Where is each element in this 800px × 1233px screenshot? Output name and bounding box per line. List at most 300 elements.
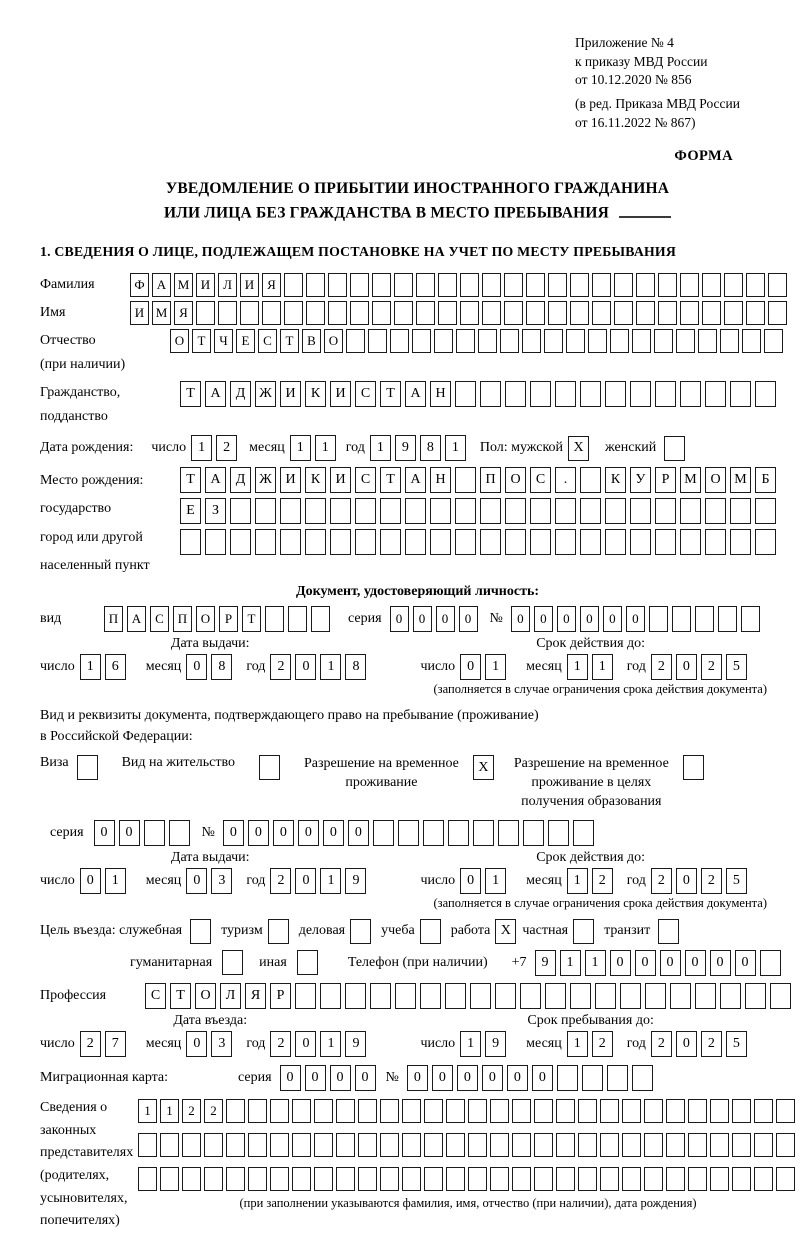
- char-cell[interactable]: [754, 1099, 773, 1123]
- char-cell[interactable]: [402, 1167, 421, 1191]
- char-cell[interactable]: 5: [726, 654, 747, 680]
- char-cell[interactable]: [445, 983, 466, 1009]
- char-cell[interactable]: 0: [735, 950, 756, 976]
- char-cell[interactable]: Е: [180, 498, 201, 524]
- char-cell[interactable]: Т: [242, 606, 261, 632]
- char-cell[interactable]: И: [330, 467, 351, 493]
- char-cell[interactable]: 1: [80, 654, 101, 680]
- char-cell[interactable]: Л: [220, 983, 241, 1009]
- char-cell[interactable]: 9: [535, 950, 556, 976]
- char-cell[interactable]: [468, 1133, 487, 1157]
- char-cell[interactable]: О: [324, 329, 343, 353]
- char-cell[interactable]: [644, 1167, 663, 1191]
- char-cell[interactable]: [614, 273, 633, 297]
- char-cell[interactable]: [505, 498, 526, 524]
- char-cell[interactable]: [455, 498, 476, 524]
- char-cell[interactable]: [655, 529, 676, 555]
- char-cell[interactable]: 5: [726, 1031, 747, 1057]
- char-cell[interactable]: 0: [186, 1031, 207, 1057]
- char-cell[interactable]: 1: [485, 654, 506, 680]
- char-cell[interactable]: [480, 498, 501, 524]
- char-cell[interactable]: 0: [507, 1065, 528, 1091]
- char-cell[interactable]: [630, 381, 651, 407]
- char-cell[interactable]: М: [152, 301, 171, 325]
- char-cell[interactable]: [270, 1167, 289, 1191]
- char-cell[interactable]: [248, 1099, 267, 1123]
- char-cell[interactable]: [695, 606, 714, 632]
- char-cell[interactable]: Т: [380, 381, 401, 407]
- char-cell[interactable]: И: [130, 301, 149, 325]
- char-cell[interactable]: [405, 529, 426, 555]
- char-cell[interactable]: [636, 301, 655, 325]
- char-cell[interactable]: [402, 1133, 421, 1157]
- char-cell[interactable]: [705, 381, 726, 407]
- checkbox-gender-male[interactable]: X: [568, 436, 589, 461]
- char-cell[interactable]: 2: [270, 654, 291, 680]
- char-cell[interactable]: [555, 529, 576, 555]
- char-cell[interactable]: 0: [223, 820, 244, 846]
- char-cell[interactable]: [138, 1167, 157, 1191]
- char-cell[interactable]: 1: [370, 435, 391, 461]
- char-cell[interactable]: [676, 329, 695, 353]
- char-cell[interactable]: [455, 529, 476, 555]
- char-cell[interactable]: 0: [330, 1065, 351, 1091]
- char-cell[interactable]: 0: [323, 820, 344, 846]
- char-cell[interactable]: [680, 498, 701, 524]
- char-cell[interactable]: [710, 1099, 729, 1123]
- char-cell[interactable]: [330, 498, 351, 524]
- char-cell[interactable]: [398, 820, 419, 846]
- char-cell[interactable]: [144, 820, 165, 846]
- char-cell[interactable]: [630, 529, 651, 555]
- char-cell[interactable]: [755, 381, 776, 407]
- char-cell[interactable]: 0: [676, 1031, 697, 1057]
- char-cell[interactable]: И: [240, 273, 259, 297]
- char-cell[interactable]: [284, 273, 303, 297]
- char-cell[interactable]: [605, 529, 626, 555]
- char-cell[interactable]: 0: [610, 950, 631, 976]
- char-cell[interactable]: 0: [580, 606, 599, 632]
- char-cell[interactable]: [460, 273, 479, 297]
- char-cell[interactable]: [610, 329, 629, 353]
- char-cell[interactable]: [350, 273, 369, 297]
- char-cell[interactable]: [776, 1167, 795, 1191]
- char-cell[interactable]: [390, 329, 409, 353]
- char-cell[interactable]: 1: [560, 950, 581, 976]
- char-cell[interactable]: [448, 820, 469, 846]
- checkbox-gender-female[interactable]: [664, 436, 685, 461]
- checkbox-temp-residence[interactable]: X: [473, 755, 494, 780]
- char-cell[interactable]: [544, 329, 563, 353]
- char-cell[interactable]: [710, 1133, 729, 1157]
- char-cell[interactable]: И: [330, 381, 351, 407]
- char-cell[interactable]: 2: [182, 1099, 201, 1123]
- char-cell[interactable]: 1: [160, 1099, 179, 1123]
- char-cell[interactable]: 0: [355, 1065, 376, 1091]
- checkbox-business[interactable]: [350, 919, 371, 944]
- char-cell[interactable]: 1: [460, 1031, 481, 1057]
- char-cell[interactable]: [670, 983, 691, 1009]
- char-cell[interactable]: [698, 329, 717, 353]
- char-cell[interactable]: С: [150, 606, 169, 632]
- char-cell[interactable]: [169, 820, 190, 846]
- char-cell[interactable]: [262, 301, 281, 325]
- char-cell[interactable]: 2: [270, 868, 291, 894]
- char-cell[interactable]: А: [405, 381, 426, 407]
- char-cell[interactable]: 2: [270, 1031, 291, 1057]
- char-cell[interactable]: [270, 1099, 289, 1123]
- char-cell[interactable]: .: [555, 467, 576, 493]
- char-cell[interactable]: [255, 498, 276, 524]
- char-cell[interactable]: [196, 301, 215, 325]
- char-cell[interactable]: [416, 273, 435, 297]
- char-cell[interactable]: [328, 273, 347, 297]
- char-cell[interactable]: [226, 1099, 245, 1123]
- char-cell[interactable]: [644, 1099, 663, 1123]
- char-cell[interactable]: [470, 983, 491, 1009]
- char-cell[interactable]: Б: [755, 467, 776, 493]
- char-cell[interactable]: Ж: [255, 381, 276, 407]
- char-cell[interactable]: [754, 1133, 773, 1157]
- char-cell[interactable]: [526, 273, 545, 297]
- char-cell[interactable]: [350, 301, 369, 325]
- char-cell[interactable]: [402, 1099, 421, 1123]
- char-cell[interactable]: [530, 381, 551, 407]
- char-cell[interactable]: К: [305, 381, 326, 407]
- char-cell[interactable]: С: [145, 983, 166, 1009]
- char-cell[interactable]: [446, 1133, 465, 1157]
- char-cell[interactable]: [724, 301, 743, 325]
- checkbox-tourism[interactable]: [268, 919, 289, 944]
- char-cell[interactable]: 0: [348, 820, 369, 846]
- char-cell[interactable]: [160, 1167, 179, 1191]
- char-cell[interactable]: Ж: [255, 467, 276, 493]
- char-cell[interactable]: [580, 381, 601, 407]
- char-cell[interactable]: С: [355, 467, 376, 493]
- char-cell[interactable]: [182, 1133, 201, 1157]
- checkbox-humanitarian[interactable]: [222, 950, 243, 975]
- char-cell[interactable]: 3: [211, 1031, 232, 1057]
- char-cell[interactable]: [548, 301, 567, 325]
- char-cell[interactable]: 1: [567, 868, 588, 894]
- char-cell[interactable]: 0: [280, 1065, 301, 1091]
- char-cell[interactable]: [580, 498, 601, 524]
- char-cell[interactable]: [555, 381, 576, 407]
- char-cell[interactable]: 0: [710, 950, 731, 976]
- checkbox-visa[interactable]: [77, 755, 98, 780]
- char-cell[interactable]: [416, 301, 435, 325]
- char-cell[interactable]: [328, 301, 347, 325]
- char-cell[interactable]: [658, 301, 677, 325]
- char-cell[interactable]: С: [530, 467, 551, 493]
- char-cell[interactable]: [522, 329, 541, 353]
- char-cell[interactable]: И: [196, 273, 215, 297]
- char-cell[interactable]: [500, 329, 519, 353]
- char-cell[interactable]: [305, 529, 326, 555]
- char-cell[interactable]: Д: [230, 381, 251, 407]
- char-cell[interactable]: [292, 1133, 311, 1157]
- char-cell[interactable]: [548, 273, 567, 297]
- char-cell[interactable]: [680, 273, 699, 297]
- char-cell[interactable]: П: [173, 606, 192, 632]
- char-cell[interactable]: [710, 1167, 729, 1191]
- checkbox-other[interactable]: [297, 950, 318, 975]
- char-cell[interactable]: [620, 983, 641, 1009]
- char-cell[interactable]: [746, 273, 765, 297]
- char-cell[interactable]: [520, 983, 541, 1009]
- char-cell[interactable]: [630, 498, 651, 524]
- char-cell[interactable]: М: [174, 273, 193, 297]
- char-cell[interactable]: [632, 329, 651, 353]
- char-cell[interactable]: [724, 273, 743, 297]
- char-cell[interactable]: 2: [592, 868, 613, 894]
- char-cell[interactable]: [636, 273, 655, 297]
- char-cell[interactable]: 0: [413, 606, 432, 632]
- char-cell[interactable]: [776, 1099, 795, 1123]
- char-cell[interactable]: [680, 381, 701, 407]
- char-cell[interactable]: 0: [305, 1065, 326, 1091]
- char-cell[interactable]: [394, 273, 413, 297]
- char-cell[interactable]: С: [258, 329, 277, 353]
- char-cell[interactable]: Н: [430, 467, 451, 493]
- char-cell[interactable]: [295, 983, 316, 1009]
- char-cell[interactable]: А: [205, 467, 226, 493]
- char-cell[interactable]: [358, 1133, 377, 1157]
- char-cell[interactable]: [655, 498, 676, 524]
- char-cell[interactable]: [424, 1167, 443, 1191]
- char-cell[interactable]: [742, 329, 761, 353]
- char-cell[interactable]: 1: [592, 654, 613, 680]
- char-cell[interactable]: 9: [485, 1031, 506, 1057]
- char-cell[interactable]: [292, 1099, 311, 1123]
- char-cell[interactable]: [498, 820, 519, 846]
- char-cell[interactable]: 0: [432, 1065, 453, 1091]
- char-cell[interactable]: С: [355, 381, 376, 407]
- char-cell[interactable]: 0: [685, 950, 706, 976]
- char-cell[interactable]: [688, 1133, 707, 1157]
- char-cell[interactable]: [412, 329, 431, 353]
- char-cell[interactable]: 0: [460, 868, 481, 894]
- char-cell[interactable]: 8: [345, 654, 366, 680]
- char-cell[interactable]: [240, 301, 259, 325]
- char-cell[interactable]: 6: [105, 654, 126, 680]
- char-cell[interactable]: 0: [295, 1031, 316, 1057]
- char-cell[interactable]: [438, 273, 457, 297]
- char-cell[interactable]: [430, 529, 451, 555]
- char-cell[interactable]: О: [196, 606, 215, 632]
- char-cell[interactable]: Д: [230, 467, 251, 493]
- char-cell[interactable]: [345, 983, 366, 1009]
- char-cell[interactable]: [556, 1133, 575, 1157]
- char-cell[interactable]: [226, 1133, 245, 1157]
- char-cell[interactable]: [480, 529, 501, 555]
- char-cell[interactable]: [666, 1099, 685, 1123]
- char-cell[interactable]: [380, 498, 401, 524]
- char-cell[interactable]: 8: [211, 654, 232, 680]
- char-cell[interactable]: [482, 301, 501, 325]
- char-cell[interactable]: [204, 1167, 223, 1191]
- char-cell[interactable]: [702, 273, 721, 297]
- char-cell[interactable]: [255, 529, 276, 555]
- char-cell[interactable]: [776, 1133, 795, 1157]
- char-cell[interactable]: К: [605, 467, 626, 493]
- char-cell[interactable]: [336, 1133, 355, 1157]
- char-cell[interactable]: 9: [345, 868, 366, 894]
- char-cell[interactable]: 2: [651, 868, 672, 894]
- char-cell[interactable]: М: [730, 467, 751, 493]
- char-cell[interactable]: [468, 1167, 487, 1191]
- char-cell[interactable]: 9: [395, 435, 416, 461]
- char-cell[interactable]: [306, 273, 325, 297]
- char-cell[interactable]: А: [127, 606, 146, 632]
- char-cell[interactable]: 0: [534, 606, 553, 632]
- char-cell[interactable]: [468, 1099, 487, 1123]
- char-cell[interactable]: [655, 381, 676, 407]
- char-cell[interactable]: [355, 498, 376, 524]
- char-cell[interactable]: Ч: [214, 329, 233, 353]
- char-cell[interactable]: [595, 983, 616, 1009]
- char-cell[interactable]: [230, 529, 251, 555]
- char-cell[interactable]: [764, 329, 783, 353]
- char-cell[interactable]: [702, 301, 721, 325]
- char-cell[interactable]: П: [104, 606, 123, 632]
- char-cell[interactable]: [680, 529, 701, 555]
- char-cell[interactable]: 0: [298, 820, 319, 846]
- char-cell[interactable]: 0: [660, 950, 681, 976]
- char-cell[interactable]: [368, 329, 387, 353]
- char-cell[interactable]: [504, 273, 523, 297]
- char-cell[interactable]: [555, 498, 576, 524]
- char-cell[interactable]: [770, 983, 791, 1009]
- char-cell[interactable]: 2: [651, 654, 672, 680]
- char-cell[interactable]: 0: [295, 654, 316, 680]
- char-cell[interactable]: [523, 820, 544, 846]
- char-cell[interactable]: 0: [482, 1065, 503, 1091]
- char-cell[interactable]: 9: [345, 1031, 366, 1057]
- char-cell[interactable]: Р: [655, 467, 676, 493]
- char-cell[interactable]: [732, 1133, 751, 1157]
- char-cell[interactable]: [570, 301, 589, 325]
- char-cell[interactable]: [270, 1133, 289, 1157]
- char-cell[interactable]: [420, 983, 441, 1009]
- char-cell[interactable]: М: [680, 467, 701, 493]
- char-cell[interactable]: 0: [80, 868, 101, 894]
- char-cell[interactable]: 0: [676, 868, 697, 894]
- char-cell[interactable]: [455, 467, 476, 493]
- char-cell[interactable]: [248, 1133, 267, 1157]
- char-cell[interactable]: [530, 498, 551, 524]
- char-cell[interactable]: [768, 301, 787, 325]
- char-cell[interactable]: 2: [80, 1031, 101, 1057]
- char-cell[interactable]: Я: [262, 273, 281, 297]
- char-cell[interactable]: 0: [635, 950, 656, 976]
- char-cell[interactable]: [556, 1099, 575, 1123]
- char-cell[interactable]: [705, 529, 726, 555]
- char-cell[interactable]: [688, 1099, 707, 1123]
- char-cell[interactable]: [588, 329, 607, 353]
- char-cell[interactable]: 0: [457, 1065, 478, 1091]
- char-cell[interactable]: [314, 1099, 333, 1123]
- char-cell[interactable]: [336, 1099, 355, 1123]
- char-cell[interactable]: [688, 1167, 707, 1191]
- char-cell[interactable]: Т: [170, 983, 191, 1009]
- char-cell[interactable]: [205, 529, 226, 555]
- char-cell[interactable]: [732, 1167, 751, 1191]
- char-cell[interactable]: Р: [270, 983, 291, 1009]
- char-cell[interactable]: [305, 498, 326, 524]
- char-cell[interactable]: [755, 529, 776, 555]
- char-cell[interactable]: А: [205, 381, 226, 407]
- checkbox-study[interactable]: [420, 919, 441, 944]
- char-cell[interactable]: [592, 301, 611, 325]
- char-cell[interactable]: [658, 273, 677, 297]
- char-cell[interactable]: [430, 498, 451, 524]
- char-cell[interactable]: О: [195, 983, 216, 1009]
- char-cell[interactable]: 2: [701, 654, 722, 680]
- char-cell[interactable]: А: [405, 467, 426, 493]
- char-cell[interactable]: [372, 301, 391, 325]
- char-cell[interactable]: [424, 1099, 443, 1123]
- char-cell[interactable]: [570, 273, 589, 297]
- char-cell[interactable]: [530, 529, 551, 555]
- char-cell[interactable]: [746, 301, 765, 325]
- char-cell[interactable]: [512, 1099, 531, 1123]
- char-cell[interactable]: [314, 1167, 333, 1191]
- char-cell[interactable]: 2: [216, 435, 237, 461]
- char-cell[interactable]: [607, 1065, 628, 1091]
- char-cell[interactable]: [230, 498, 251, 524]
- char-cell[interactable]: [456, 329, 475, 353]
- char-cell[interactable]: [720, 983, 741, 1009]
- char-cell[interactable]: [592, 273, 611, 297]
- char-cell[interactable]: К: [305, 467, 326, 493]
- char-cell[interactable]: Т: [180, 467, 201, 493]
- char-cell[interactable]: [490, 1167, 509, 1191]
- char-cell[interactable]: О: [705, 467, 726, 493]
- char-cell[interactable]: [265, 606, 284, 632]
- char-cell[interactable]: Т: [280, 329, 299, 353]
- char-cell[interactable]: [284, 301, 303, 325]
- char-cell[interactable]: [138, 1133, 157, 1157]
- char-cell[interactable]: [405, 498, 426, 524]
- char-cell[interactable]: [455, 381, 476, 407]
- char-cell[interactable]: 2: [592, 1031, 613, 1057]
- checkbox-temp-residence-edu[interactable]: [683, 755, 704, 780]
- char-cell[interactable]: З: [205, 498, 226, 524]
- char-cell[interactable]: 1: [105, 868, 126, 894]
- char-cell[interactable]: 1: [191, 435, 212, 461]
- char-cell[interactable]: 0: [248, 820, 269, 846]
- char-cell[interactable]: [754, 1167, 773, 1191]
- char-cell[interactable]: В: [302, 329, 321, 353]
- char-cell[interactable]: [548, 820, 569, 846]
- char-cell[interactable]: О: [505, 467, 526, 493]
- char-cell[interactable]: Т: [192, 329, 211, 353]
- char-cell[interactable]: [512, 1133, 531, 1157]
- char-cell[interactable]: [438, 301, 457, 325]
- char-cell[interactable]: Е: [236, 329, 255, 353]
- char-cell[interactable]: [534, 1133, 553, 1157]
- char-cell[interactable]: [760, 950, 781, 976]
- char-cell[interactable]: [292, 1167, 311, 1191]
- char-cell[interactable]: [526, 301, 545, 325]
- char-cell[interactable]: [745, 983, 766, 1009]
- char-cell[interactable]: [460, 301, 479, 325]
- char-cell[interactable]: [600, 1133, 619, 1157]
- char-cell[interactable]: [320, 983, 341, 1009]
- char-cell[interactable]: 1: [585, 950, 606, 976]
- char-cell[interactable]: [446, 1167, 465, 1191]
